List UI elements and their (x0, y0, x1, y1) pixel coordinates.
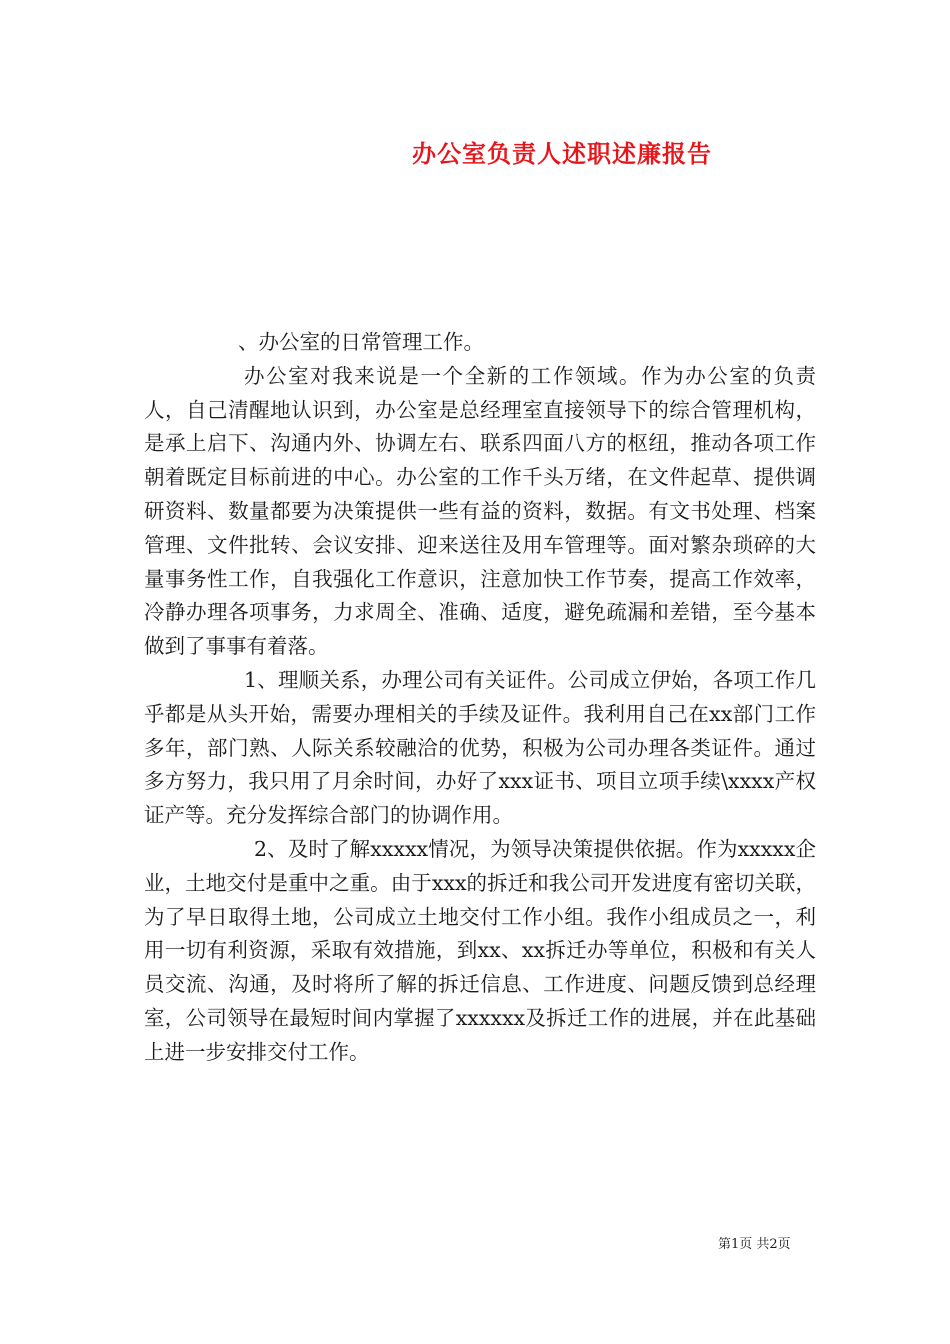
paragraph-office-overview: 办公室对我来说是一个全新的工作领域。作为办公室的负责人，自己清醒地认识到，办公室是总经理室直接领导下的综合管理机构，是承上启下、沟通内外、协调左右、联系四面八方的枢纽，推动各项工作朝着既定目标前进的中心。办公室的工作千头万绪，在文件起草、提供调研资料、数量都要为决策提供一些有益的资料，数据。有文书处理、档案管理、文件批转、会议安排、迎来送往及用车管理等。面对繁杂琐碎的大量事务性工作，自我强化工作意识，注意加快工作节奏，提高工作效率，冷静办理各项事务，力求周全、准确、适度，避免疏漏和差错，至今基本做到了事事有着落。 (144, 363, 816, 659)
section-heading: 、办公室的日常管理工作。 (238, 330, 484, 354)
paragraph-item-2: 2、及时了解xxxxx情况，为领导决策提供依据。作为xxxxx企业，土地交付是重中之重。由于xxx的拆迁和我公司开发进度有密切关联，为了早日取得土地，公司成立土地交付工作小组。我作小组成员之一，利用一切有利资源，采取有效措施，到xx、xx拆迁办等单位，积极和有关人员交流、沟通，及时将所了解的拆迁信息、工作进度、问题反馈到总经理室，公司领导在最短时间内掌握了xxxxxx及拆迁工作的进展，并在此基础上进一步安排交付工作。 (144, 836, 816, 1064)
document-title: 办公室负责人述职述廉报告 (412, 139, 712, 168)
page-number-footer: 第1页 共2页 (718, 1237, 791, 1252)
document-body (144, 326, 816, 1070)
paragraph-item-1: 1、理顺关系，办理公司有关证件。公司成立伊始，各项工作几乎都是从头开始，需要办理相关的手续及证件。我利用自己在xx部门工作多年，部门熟、人际关系较融洽的优势，积极为公司办理各类证件。通过多方努力，我只用了月余时间，办好了xxx证书、项目立项手续\xxxx产权证产等。充分发挥综合部门的协调作用。 (144, 667, 816, 828)
